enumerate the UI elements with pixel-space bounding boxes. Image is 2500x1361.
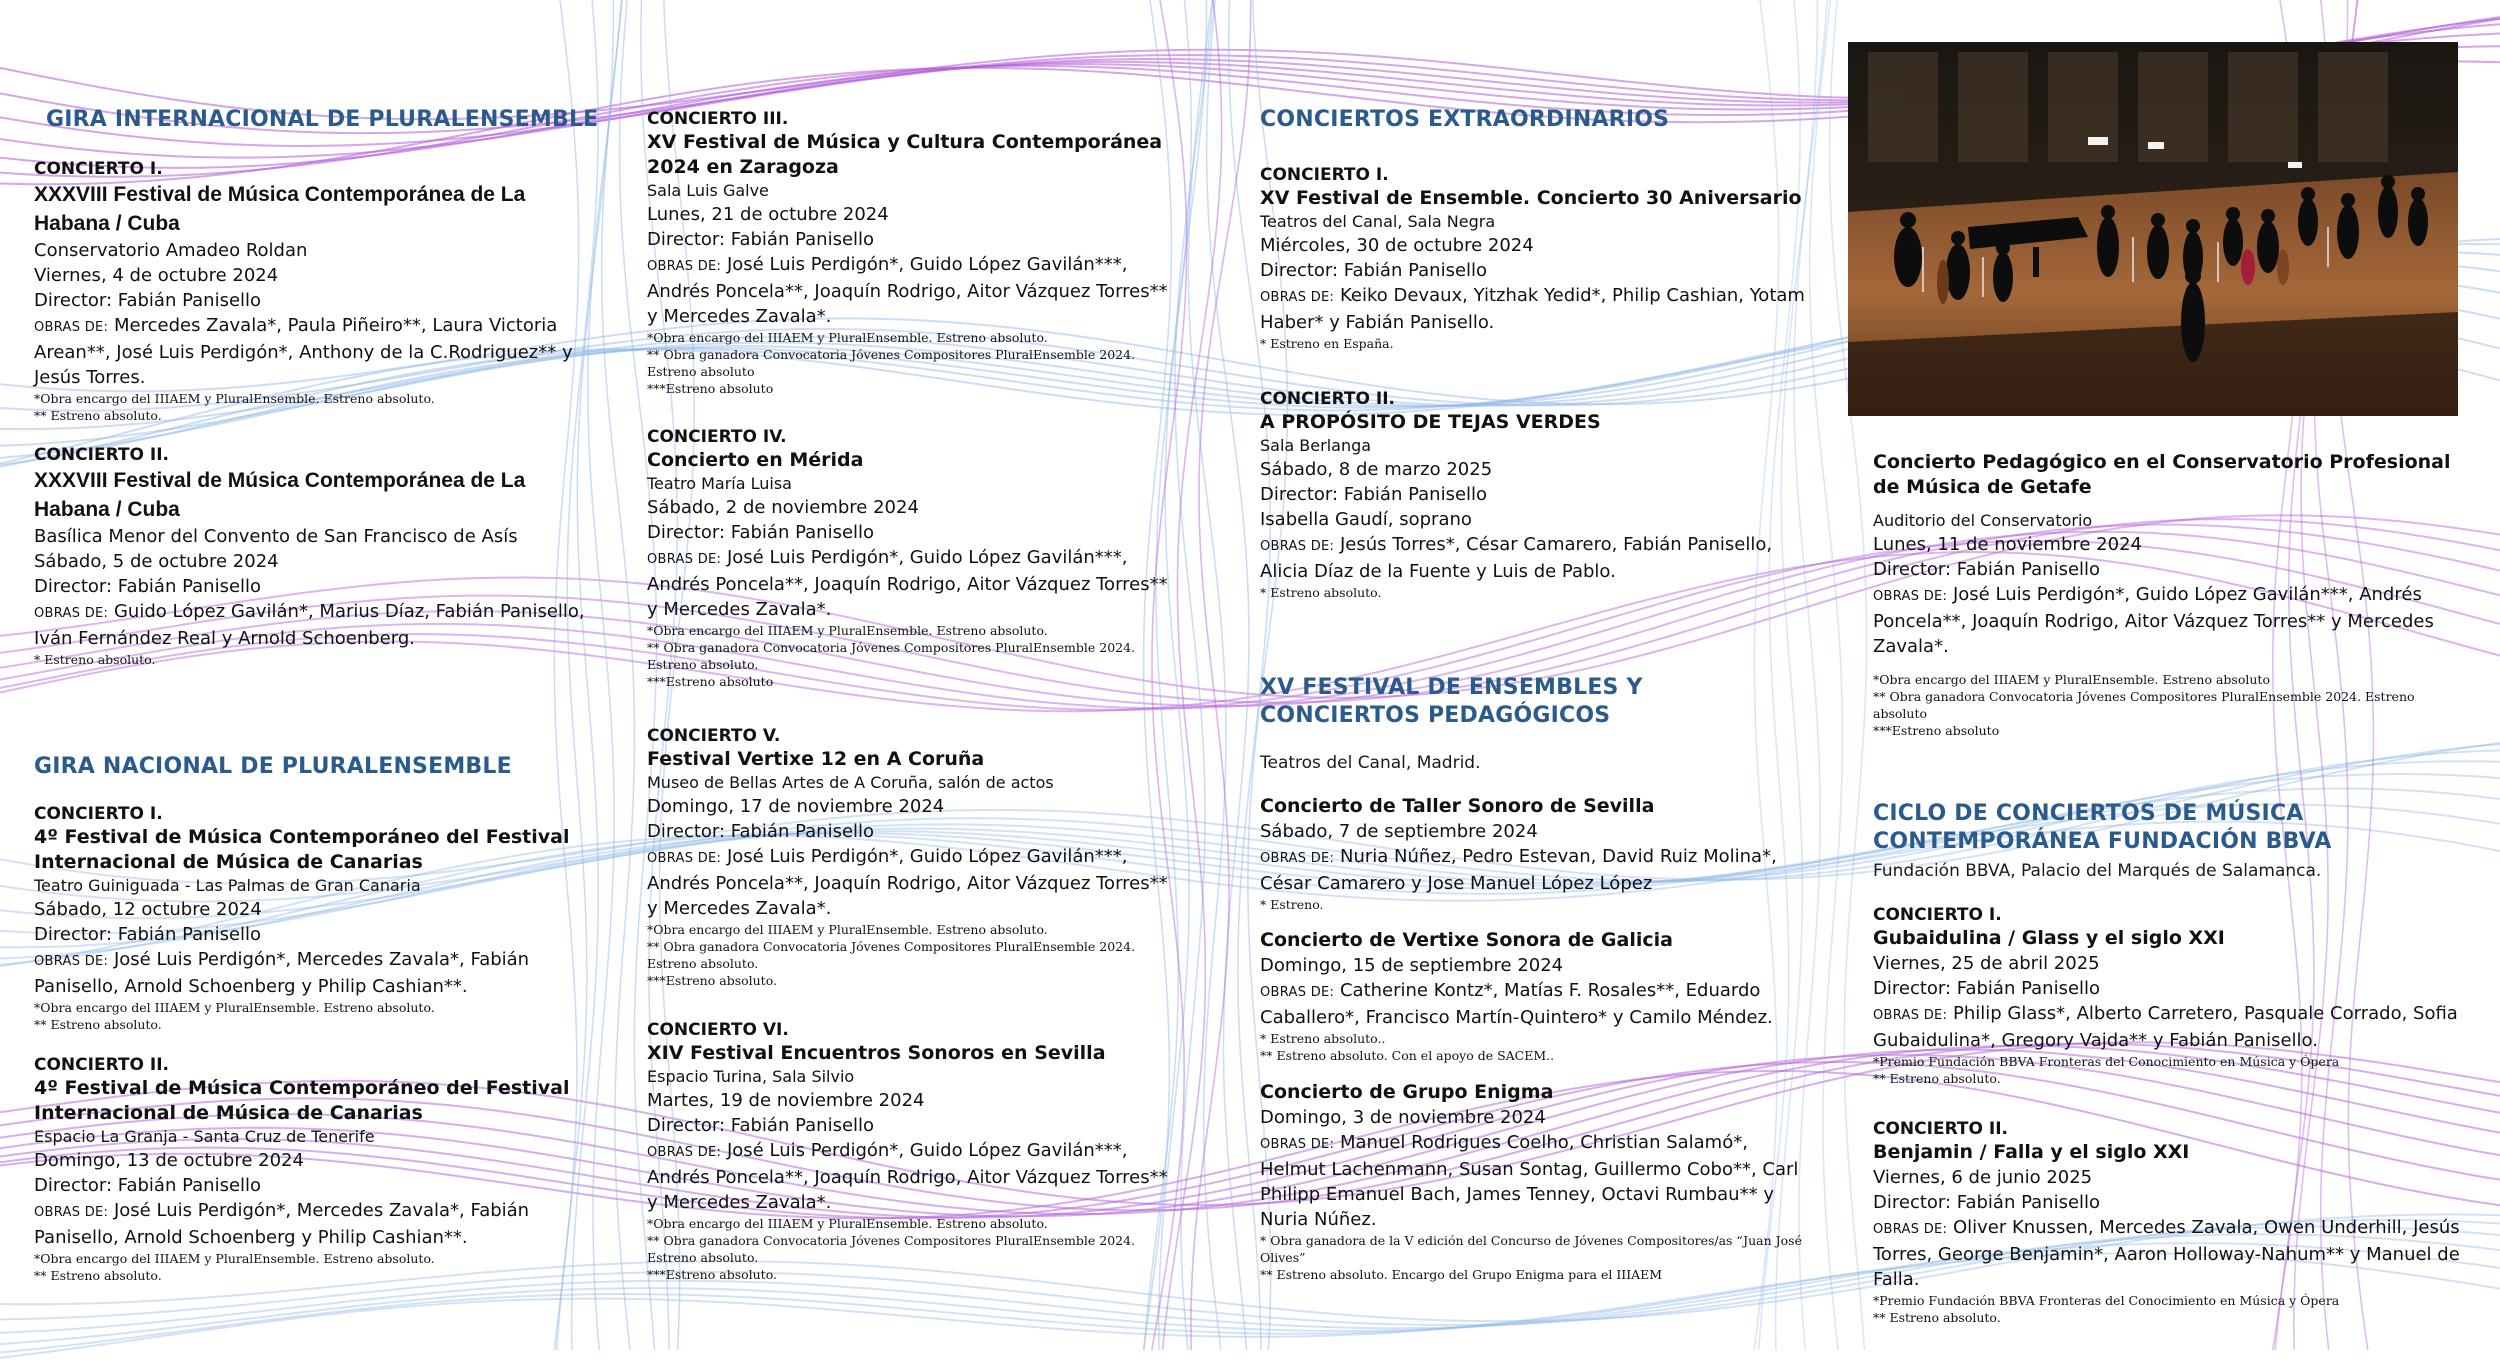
obras-list: José Luis Perdigón*, Guido López Gavilán***, Andrés Poncela**, Joaquín Rodrigo, Aitor Vázquez Torres** y Mercedes Zavala*. [647, 254, 1168, 327]
obras-list: Philip Glass*, Alberto Carretero, Pasquale Corrado, Sofia Gubaidulina*, Gregory Vajda** y Fabián Panisello. [1873, 1003, 2458, 1051]
footnote: *Premio Fundación BBVA Fronteras del Conocimiento en Música y Ópera [1873, 1054, 2340, 1069]
concert-title: XV Festival de Música y Cultura Contemporánea 2024 en Zaragoza [647, 131, 1163, 178]
concert-venue: Teatro María Luisa [647, 474, 792, 493]
obras-list: José Luis Perdigón*, Guido López Gavilán***, Andrés Poncela**, Joaquín Rodrigo, Aitor Vázquez Torres** y Mercedes Zavala*. [647, 1140, 1168, 1213]
concert-obras [647, 1138, 1177, 1215]
concert-obras [1260, 283, 1815, 335]
concert-director: Director: Fabián Panisello [1873, 559, 2101, 580]
concert-director: Director: Fabián Panisello [34, 576, 262, 597]
footnote: *Obra encargo del IIIAEM y PluralEnsemble. Estreno absoluto [1873, 672, 2270, 687]
obras-prefix: OBRAS DE: [34, 954, 109, 969]
footnote: ** Obra ganadora Convocatoria Jóvenes Compositores PluralEnsemble 2024. Estreno absoluto. [647, 1233, 1136, 1265]
section-title-extraordinarios: CONCIERTOS EXTRAORDINARIOS [1260, 107, 1670, 132]
concert-obras [34, 599, 604, 651]
footnote: * Estreno absoluto.. [1260, 1031, 1386, 1046]
concert-director: Director: Fabián Panisello [34, 1175, 262, 1196]
footnote: ** Estreno absoluto. [1873, 1310, 2001, 1325]
footnote: ** Obra ganadora Convocatoria Jóvenes Compositores PluralEnsemble 2024. Estreno absoluto. [647, 640, 1136, 672]
concert-director: Director: Fabián Panisello [1873, 1192, 2101, 1213]
section-subtitle: Teatros del Canal, Madrid. [1260, 753, 1481, 773]
wave-line [1207, 0, 1249, 1350]
obras-prefix: OBRAS DE: [1260, 539, 1335, 554]
obras-prefix: OBRAS DE: [34, 606, 109, 621]
obras-prefix: OBRAS DE: [1260, 851, 1335, 866]
obras-list: José Luis Perdigón*, Guido López Gavilán***, Andrés Poncela**, Joaquín Rodrigo, Aitor Vázquez Torres** y Mercedes Zavala*. [647, 547, 1168, 620]
footnote: ***Estreno absoluto. [647, 973, 777, 988]
concert-block [1260, 164, 1815, 352]
concert-director: Director: Fabián Panisello [34, 290, 262, 311]
concert-director: Director: Fabián Panisello [647, 821, 875, 842]
concert-block [1260, 1080, 1815, 1283]
obras-prefix: OBRAS DE: [647, 552, 722, 567]
concert-obras [647, 844, 1177, 921]
obras-list: José Luis Perdigón*, Guido López Gavilán***, Andrés Poncela**, Joaquín Rodrigo, Aitor Vázquez Torres** y Mercedes Zavala*. [1873, 584, 2434, 657]
obras-prefix: OBRAS DE: [647, 1145, 722, 1160]
footnote: ** Obra ganadora Convocatoria Jóvenes Compositores PluralEnsemble 2024. Estreno absoluto [647, 347, 1136, 379]
concert-obras [34, 947, 604, 999]
concert-obras [1260, 844, 1815, 896]
section-subtitle: Fundación BBVA, Palacio del Marqués de Salamanca. [1873, 861, 2322, 881]
concert-date: Sábado, 7 de septiembre 2024 [1260, 821, 1538, 842]
concert-venue: Espacio Turina, Sala Silvio [647, 1067, 855, 1086]
footnote: ** Estreno absoluto. Encargo del Grupo Enigma para el IIIAEM [1260, 1267, 1663, 1282]
concert-date: Martes, 19 de noviembre 2024 [647, 1090, 925, 1111]
footnote: *Obra encargo del IIIAEM y PluralEnsemble. Estreno absoluto. [647, 623, 1048, 638]
concert-obras [1260, 532, 1815, 584]
concert-date: Domingo, 13 de octubre 2024 [34, 1150, 304, 1171]
footnote: *Obra encargo del IIIAEM y PluralEnsemble. Estreno absoluto. [647, 1216, 1048, 1231]
footnote: * Obra ganadora de la V edición del Concurso de Jóvenes Compositores/as “Juan José Olives” [1260, 1233, 1802, 1265]
section-title-gira-nacional: GIRA NACIONAL DE PLURALENSEMBLE [34, 754, 512, 779]
obras-prefix: OBRAS DE: [34, 320, 109, 335]
concert-title: XV Festival de Ensemble. Concierto 30 Aniversario [1260, 187, 1802, 209]
concert-label: CONCIERTO II. [1873, 1119, 2008, 1139]
concert-date: Domingo, 3 de noviembre 2024 [1260, 1107, 1546, 1128]
concert-label: CONCIERTO III. [647, 109, 789, 129]
concert-obras [647, 252, 1177, 329]
concert-date: Lunes, 21 de octubre 2024 [647, 204, 889, 225]
concert-date: Domingo, 15 de septiembre 2024 [1260, 955, 1564, 976]
concert-director: Director: Fabián Panisello [647, 229, 875, 250]
concert-block [1873, 904, 2463, 1087]
concert-director: Director: Fabián Panisello [1260, 484, 1488, 505]
footnote: ***Estreno absoluto [1873, 723, 2000, 738]
concert-title: Concierto de Grupo Enigma [1260, 1081, 1554, 1103]
concert-photo [1848, 42, 2458, 416]
obras-list: Oliver Knussen, Mercedes Zavala, Owen Underhill, Jesús Torres, George Benjamin*, Aaron Holloway-Nahum** y Manuel de Falla. [1873, 1217, 2460, 1290]
obras-prefix: OBRAS DE: [1873, 589, 1948, 604]
concert-block [647, 725, 1177, 989]
concert-block [1873, 1118, 2463, 1326]
obras-prefix: OBRAS DE: [1260, 985, 1335, 1000]
concert-title: XXXVIII Festival de Música Contemporánea de La Habana / Cuba [34, 469, 526, 521]
concert-venue: Teatro Guiniguada - Las Palmas de Gran Canaria [34, 876, 421, 895]
concert-director: Director: Fabián Panisello [1260, 260, 1488, 281]
footnote: * Estreno. [1260, 897, 1324, 912]
footnote: ** Estreno absoluto. [34, 1017, 162, 1032]
concert-venue: Sala Berlanga [1260, 436, 1372, 455]
obras-prefix: OBRAS DE: [647, 259, 722, 274]
concert-block [34, 1054, 604, 1284]
footnote: *Premio Fundación BBVA Fronteras del Conocimiento en Música y Ópera [1873, 1293, 2340, 1308]
section-title-bbva: CICLO DE CONCIERTOS DE MÚSICA CONTEMPORÁNEA FUNDACIÓN BBVA [1873, 801, 2332, 854]
concert-date: Viernes, 25 de abril 2025 [1873, 953, 2100, 974]
concert-label: CONCIERTO IV. [647, 427, 787, 447]
concert-label: CONCIERTO I. [34, 804, 163, 824]
footnote: ** Obra ganadora Convocatoria Jóvenes Compositores PluralEnsemble 2024. Estreno absoluto [1873, 689, 2415, 721]
concert-venue: Basílica Menor del Convento de San Francisco de Asís [34, 526, 518, 547]
concert-obras [1260, 1130, 1815, 1232]
obras-list: José Luis Perdigón*, Guido López Gavilán***, Andrés Poncela**, Joaquín Rodrigo, Aitor Vázquez Torres** y Mercedes Zavala*. [647, 846, 1168, 919]
concert-venue: Sala Luis Galve [647, 181, 769, 200]
concert-block [34, 803, 604, 1033]
concert-block [647, 426, 1177, 690]
obras-list: Jesús Torres*, César Camarero, Fabián Panisello, Alicia Díaz de la Fuente y Luis de Pablo. [1260, 534, 1773, 582]
footnote: ** Estreno absoluto. [34, 408, 162, 423]
concert-block [1260, 928, 1815, 1064]
concert-obras [1873, 1215, 2463, 1292]
footnote: ***Estreno absoluto [647, 674, 774, 689]
footnote: *Obra encargo del IIIAEM y PluralEnsemble. Estreno absoluto. [647, 922, 1048, 937]
concert-block [647, 1019, 1177, 1283]
concert-director: Director: Fabián Panisello [647, 1115, 875, 1136]
concert-title: 4º Festival de Música Contemporáneo del Festival Internacional de Música de Canarias [34, 1077, 570, 1124]
concert-venue: Museo de Bellas Artes de A Coruña, salón de actos [647, 773, 1054, 792]
concert-soloist: Isabella Gaudí, soprano [1260, 509, 1472, 530]
obras-prefix: OBRAS DE: [34, 1205, 109, 1220]
footnote: * Estreno en España. [1260, 336, 1394, 351]
footnote: ** Obra ganadora Convocatoria Jóvenes Compositores PluralEnsemble 2024. Estreno absoluto. [647, 939, 1136, 971]
concert-label: CONCIERTO II. [34, 1055, 169, 1075]
footnote: ** Estreno absoluto. [1873, 1071, 2001, 1086]
footnote: *Obra encargo del IIIAEM y PluralEnsemble. Estreno absoluto. [34, 391, 435, 406]
concert-label: CONCIERTO I. [34, 159, 163, 179]
concert-date: Sábado, 12 octubre 2024 [34, 899, 262, 920]
concert-obras [1260, 978, 1815, 1030]
concert-title: 4º Festival de Música Contemporáneo del Festival Internacional de Música de Canarias [34, 826, 570, 873]
concert-block [1260, 388, 1815, 601]
concert-venue: Teatros del Canal, Sala Negra [1260, 212, 1496, 231]
obras-prefix: OBRAS DE: [647, 851, 722, 866]
concert-block [647, 108, 1177, 397]
footnote: ***Estreno absoluto [647, 381, 774, 396]
obras-list: Keiko Devaux, Yitzhak Yedid*, Philip Cashian, Yotam Haber* y Fabián Panisello. [1260, 285, 1805, 333]
concert-obras [1873, 582, 2463, 659]
concert-title: A PROPÓSITO DE TEJAS VERDES [1260, 411, 1601, 433]
concert-director: Director: Fabián Panisello [34, 924, 262, 945]
footnote: ** Estreno absoluto. Con el apoyo de SACEM.. [1260, 1048, 1555, 1063]
concert-date: Lunes, 11 de noviembre 2024 [1873, 534, 2142, 555]
concert-block [1873, 450, 2463, 739]
concert-block [34, 444, 604, 668]
concert-director: Director: Fabián Panisello [1873, 978, 2101, 999]
footnote: ***Estreno absoluto. [647, 1267, 777, 1282]
concert-obras [1873, 1001, 2463, 1053]
concert-date: Miércoles, 30 de octubre 2024 [1260, 235, 1534, 256]
obras-prefix: OBRAS DE: [1260, 1137, 1335, 1152]
concert-title: Concierto de Vertixe Sonora de Galicia [1260, 929, 1673, 951]
wave-line [1191, 0, 1251, 1350]
concert-obras [647, 545, 1177, 622]
concert-title: XIV Festival Encuentros Sonoros en Sevilla [647, 1042, 1106, 1064]
concert-venue: Espacio La Granja - Santa Cruz de Tenerife [34, 1127, 375, 1146]
obras-list: Mercedes Zavala*, Paula Piñeiro**, Laura Victoria Arean**, José Luis Perdigón*, Anthony de la C.Rodriguez** y Jesús Torres. [34, 315, 573, 388]
concert-block [1260, 794, 1815, 913]
section-title-gira-internacional: GIRA INTERNACIONAL DE PLURALENSEMBLE [46, 107, 599, 132]
concert-date: Viernes, 6 de junio 2025 [1873, 1167, 2093, 1188]
obras-list: José Luis Perdigón*, Mercedes Zavala*, Fabián Panisello, Arnold Schoenberg y Philip Cashian**. [34, 949, 530, 997]
concert-title: Concierto Pedagógico en el Conservatorio Profesional de Música de Getafe [1873, 451, 2451, 498]
obras-list: Manuel Rodrigues Coelho, Christian Salamó*, Helmut Lachenmann, Susan Sontag, Guillermo Cobo**, Carl Philipp Emanuel Bach, James Tenney, Octavi Rumbau** y Nuria Núñez. [1260, 1132, 1799, 1230]
concert-label: CONCIERTO I. [1873, 905, 2002, 925]
concert-title: Concierto de Taller Sonoro de Sevilla [1260, 795, 1655, 817]
concert-block [34, 158, 604, 424]
footnote: *Obra encargo del IIIAEM y PluralEnsemble. Estreno absoluto. [34, 1000, 435, 1015]
obras-prefix: OBRAS DE: [1873, 1008, 1948, 1023]
footnote: ** Estreno absoluto. [34, 1268, 162, 1283]
concert-label: CONCIERTO V. [647, 726, 781, 746]
obras-list: Catherine Kontz*, Matías F. Rosales**, Eduardo Caballero*, Francisco Martín-Quintero* y Camilo Méndez. [1260, 980, 1773, 1028]
concert-title: Gubaidulina / Glass y el siglo XXI [1873, 927, 2225, 949]
concert-obras [34, 313, 604, 390]
obras-list: Guido López Gavilán*, Marius Díaz, Fabián Panisello, Iván Fernández Real y Arnold Schoenberg. [34, 601, 585, 649]
concert-label: CONCIERTO II. [1260, 389, 1395, 409]
concert-label: CONCIERTO II. [34, 445, 169, 465]
concert-date: Sábado, 8 de marzo 2025 [1260, 459, 1493, 480]
footnote: * Estreno absoluto. [1260, 585, 1382, 600]
footnote: *Obra encargo del IIIAEM y PluralEnsemble. Estreno absoluto. [34, 1251, 435, 1266]
concert-title: XXXVIII Festival de Música Contemporánea de La Habana / Cuba [34, 183, 526, 235]
concert-title: Festival Vertixe 12 en A Coruña [647, 748, 985, 770]
concert-venue: Conservatorio Amadeo Roldan [34, 240, 308, 261]
concert-date: Sábado, 2 de noviembre 2024 [647, 497, 919, 518]
obras-list: José Luis Perdigón*, Mercedes Zavala*, Fabián Panisello, Arnold Schoenberg y Philip Cashian**. [34, 1200, 530, 1248]
concert-date: Viernes, 4 de octubre 2024 [34, 265, 279, 286]
concert-label: CONCIERTO VI. [647, 1020, 789, 1040]
concert-label: CONCIERTO I. [1260, 165, 1389, 185]
obras-list: Nuria Núñez, Pedro Estevan, David Ruiz Molina*, César Camarero y Jose Manuel López López [1260, 846, 1777, 894]
footnote: *Obra encargo del IIIAEM y PluralEnsemble. Estreno absoluto. [647, 330, 1048, 345]
concert-date: Domingo, 17 de noviembre 2024 [647, 796, 945, 817]
obras-prefix: OBRAS DE: [1873, 1222, 1948, 1237]
concert-date: Sábado, 5 de octubre 2024 [34, 551, 279, 572]
obras-prefix: OBRAS DE: [1260, 290, 1335, 305]
concert-director: Director: Fabián Panisello [647, 522, 875, 543]
section-title-xv-festival: XV FESTIVAL DE ENSEMBLES Y CONCIERTOS PEDAGÓGICOS [1260, 675, 1643, 728]
concert-title: Benjamin / Falla y el siglo XXI [1873, 1141, 2190, 1163]
concert-venue: Auditorio del Conservatorio [1873, 511, 2093, 530]
footnote: * Estreno absoluto. [34, 652, 156, 667]
concert-obras [34, 1198, 604, 1250]
concert-title: Concierto en Mérida [647, 449, 864, 471]
